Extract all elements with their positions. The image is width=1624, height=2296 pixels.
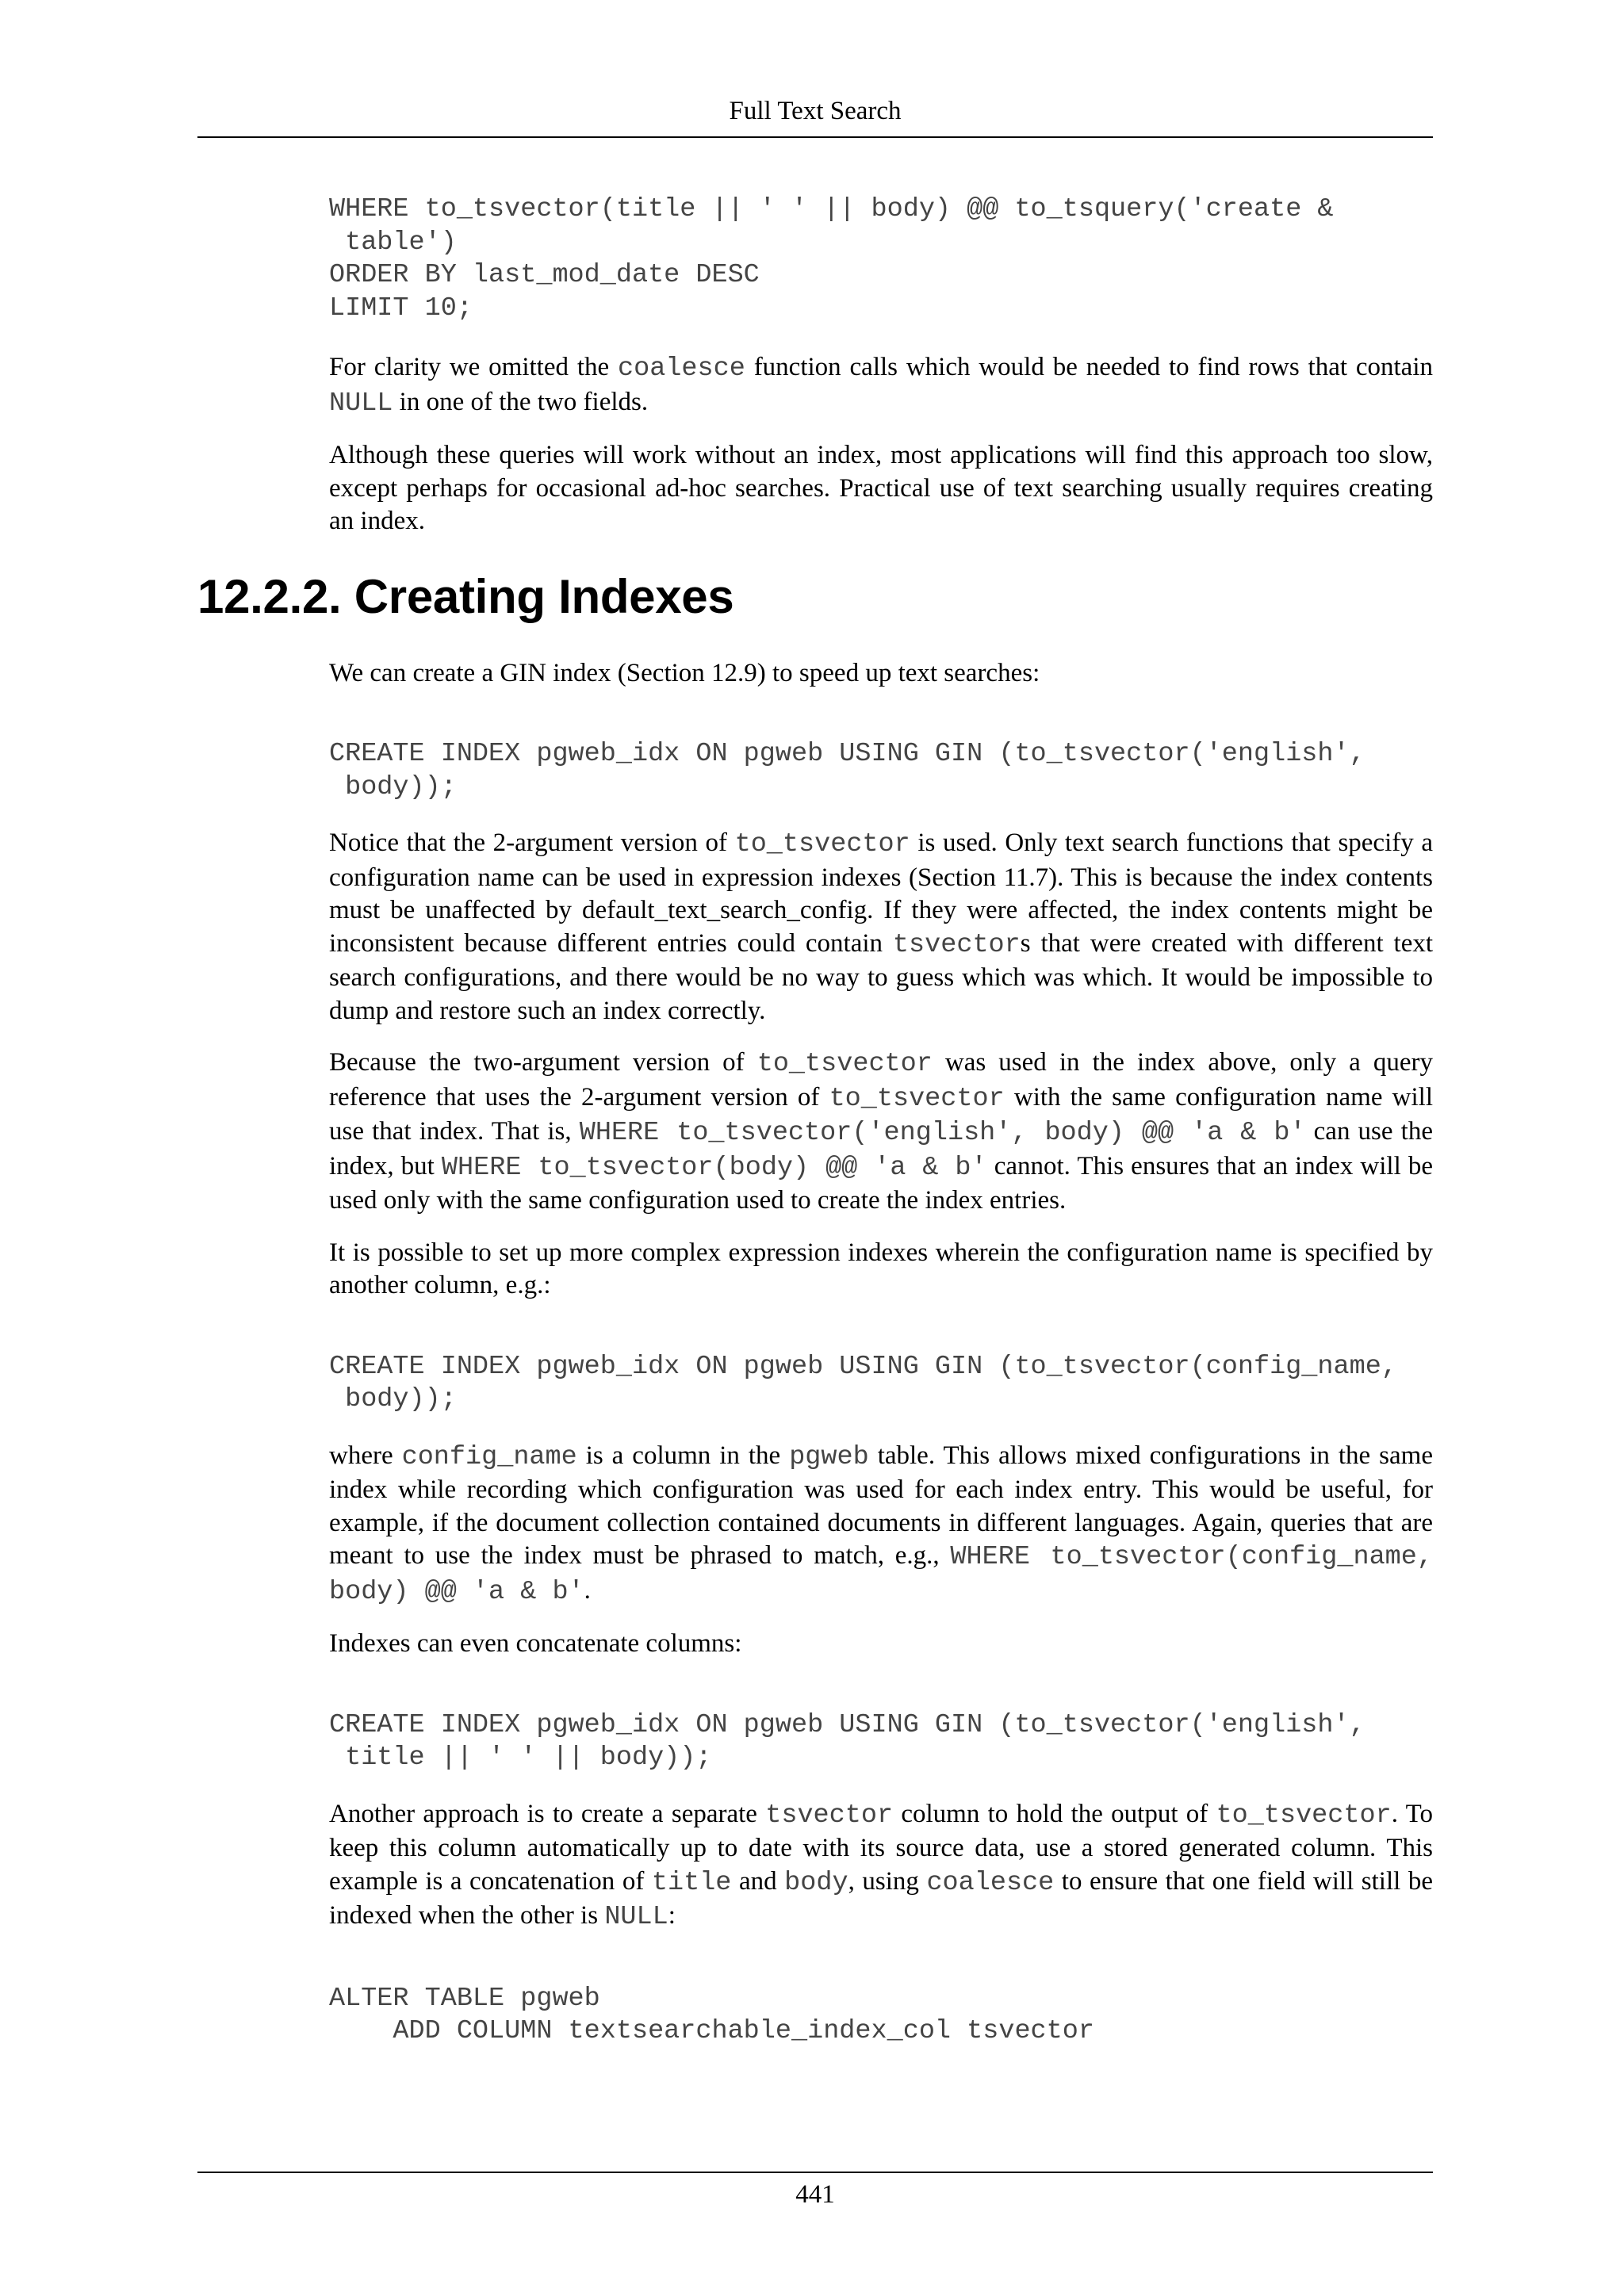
text: function calls which would be needed to find rows that contain — [745, 353, 1433, 381]
text: where — [329, 1441, 402, 1470]
header-rule — [197, 136, 1433, 138]
inline-code: config_name — [401, 1441, 577, 1472]
inline-code: NULL — [604, 1902, 668, 1932]
text: and — [731, 1866, 785, 1896]
code-block-query: WHERE to_tsvector(title || ' ' || body) @@ to_tsquery('create & table') ORDER BY last_mod_date DESC LIMIT 10; — [329, 194, 1334, 323]
paragraph-config-name — [329, 1440, 1433, 1609]
text: to ensure that one field will still be indexed when the other is — [329, 1866, 1434, 1930]
paragraph-coalesce-note — [329, 351, 1433, 420]
text: table. This allows mixed configurations in the same index while recording which configuration was used for each index entry. This would be useful, for example, if the document collection contained documents in different languages. Again, queries that are meant to use the index must be phrased to match, e.g., — [329, 1441, 1433, 1570]
page-body — [329, 193, 1433, 2049]
code-block-create-index-english: CREATE INDEX pgweb_idx ON pgweb USING GIN (to_tsvector('english', body)); — [329, 739, 1365, 802]
running-header: Full Text Search — [729, 97, 902, 125]
inline-code: tsvector — [765, 1800, 894, 1831]
text: column to hold the output of — [893, 1799, 1216, 1828]
inline-code: WHERE to_tsvector(body) @@ 'a & b' — [441, 1152, 987, 1183]
inline-code: WHERE to_tsvector('english', body) @@ 'a & b' — [579, 1118, 1306, 1148]
paragraph-gin-intro: We can create a GIN index (Section 12.9) to speed up text searches: — [329, 658, 1040, 687]
text: is a column in the — [576, 1441, 790, 1470]
section-heading: 12.2.2. Creating Indexes — [197, 570, 734, 623]
code-block-create-index-concat: CREATE INDEX pgweb_idx ON pgweb USING GIN (to_tsvector('english', title || ' ' || body)); — [329, 1709, 1365, 1773]
text: was used in the index above, only a query reference that uses the 2-argument version of — [329, 1048, 1434, 1112]
inline-code: pgweb — [789, 1441, 869, 1472]
paragraph-performance-note: Although these queries will work without an index, most applications will find this approach too slow, except perhaps for occasional ad-hoc searches. Practical use of text searching usually requires creating an index. — [329, 441, 1433, 535]
inline-code: to_tsvector — [1216, 1800, 1392, 1831]
inline-code: coalesce — [926, 1867, 1055, 1898]
code-block-alter-table: ALTER TABLE pgweb ADD COLUMN textsearchable_index_col tsvector — [329, 1983, 1094, 2046]
text: , using — [848, 1866, 927, 1896]
paragraph-two-argument-note — [329, 827, 1433, 1027]
text: Because the two-argument version of — [329, 1048, 757, 1077]
inline-code: body — [784, 1867, 848, 1898]
text: s that were created with different text search configurations, and there would be no way to guess which was which. It would be impossible to dump and restore such an index correctly. — [329, 928, 1434, 1025]
text: . — [584, 1575, 591, 1605]
text: For clarity we omitted the — [329, 353, 619, 381]
inline-code: NULL — [329, 388, 393, 419]
text: . To keep this column automatically up to date with its source data, use a stored generated column. This example is a concatenation of — [329, 1799, 1433, 1896]
inline-code: to_tsvector — [734, 829, 910, 859]
inline-code: to_tsvector — [829, 1083, 1005, 1114]
code-block-create-index-config: CREATE INDEX pgweb_idx ON pgweb USING GIN (to_tsvector(config_name, body)); — [329, 1351, 1397, 1414]
inline-code: coalesce — [618, 354, 745, 384]
footer-rule — [197, 2172, 1433, 2173]
inline-code: to_tsvector — [756, 1049, 933, 1079]
text: : — [668, 1901, 676, 1930]
paragraph-index-usage — [329, 1047, 1433, 1218]
inline-code: WHERE to_tsvector(config_name, body) @@ 'a & b' — [329, 1542, 1433, 1607]
text: Notice that the 2-argument version of — [329, 828, 735, 857]
text: Another approach is to create a separate — [329, 1799, 766, 1828]
paragraph-separate-column — [329, 1798, 1433, 1934]
text: is used. Only text search functions that specify a configuration name can be used in expression indexes (Section 11.7). This is because the index contents must be unaffected by default_text_search_config. If they were affected, the index contents might be inconsistent because different entries could contain — [329, 828, 1433, 958]
inline-code: title — [651, 1867, 732, 1898]
paragraph-concatenate: Indexes can even concatenate columns: — [329, 1629, 742, 1658]
text: cannot. This ensures that an index will be used only with the same configuration used to create the index entries. — [329, 1151, 1434, 1215]
text: can use the index, but — [329, 1117, 1433, 1181]
inline-code: tsvector — [892, 929, 1021, 960]
page-number: 441 — [795, 2180, 835, 2209]
paragraph-complex-indexes: It is possible to set up more complex expression indexes wherein the configuration name is specified by another column, e.g.: — [329, 1238, 1433, 1299]
text: in one of the two fields. — [393, 387, 649, 416]
text: with the same configuration name will use that index. That is, — [329, 1082, 1433, 1146]
